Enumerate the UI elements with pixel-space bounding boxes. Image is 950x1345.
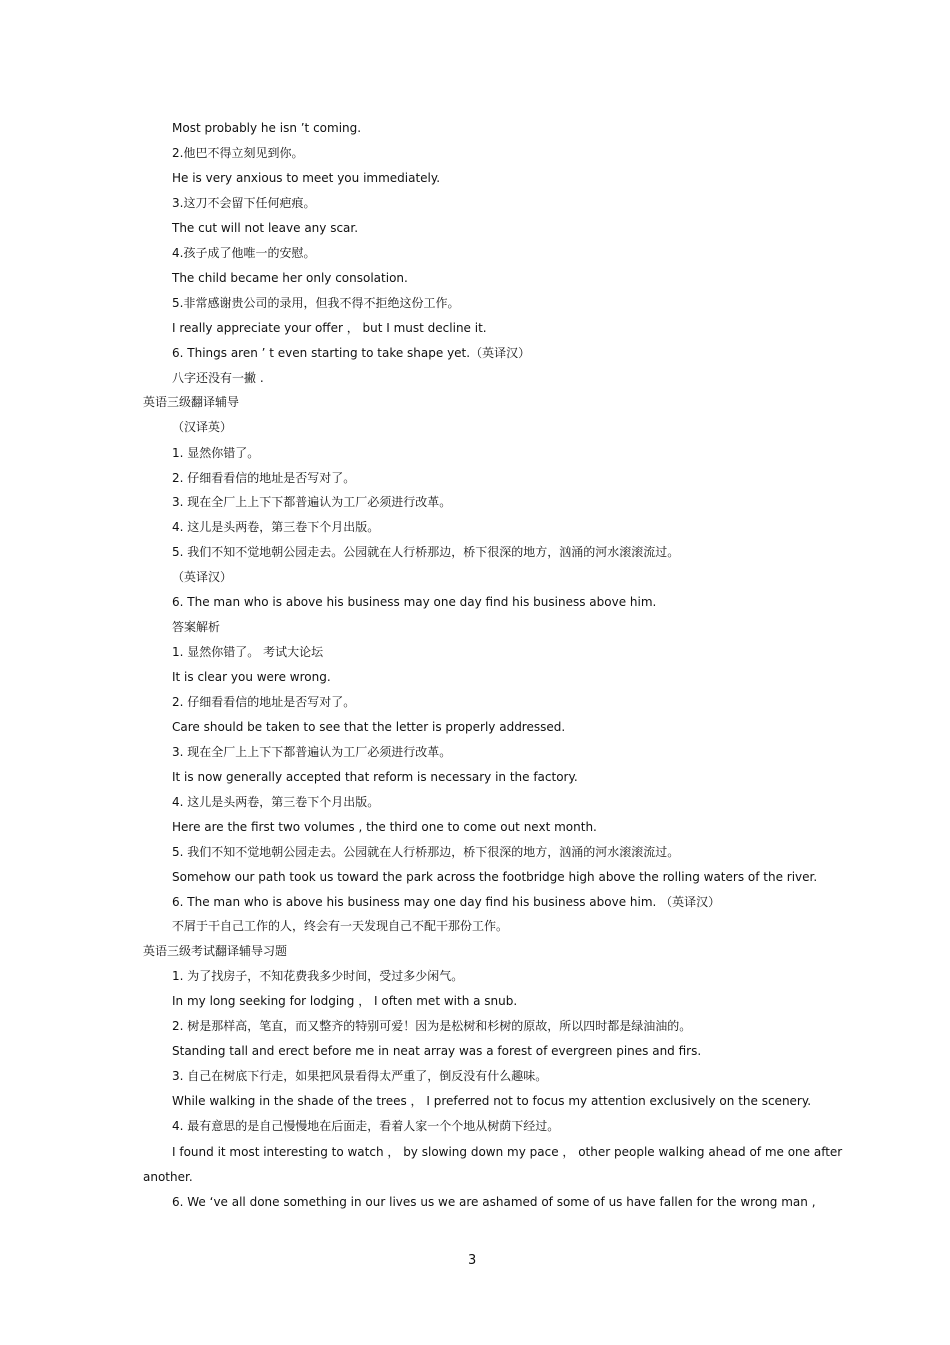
text-line-3: He is very anxious to meet you immediately. [172, 171, 441, 185]
text-line-18: 5. 我们不知不觉地朝公园走去。公园就在人行桥那边，桥下很深的地方，汹涌的河水滚滚流过。 [172, 545, 680, 559]
text-line-24: 2. 仔细看看信的地址是否写对了。 [172, 695, 356, 709]
text-line-27: It is now generally accepted that reform is necessary in the factory. [172, 770, 578, 784]
subheading-zh-en: （汉译英） [172, 420, 233, 434]
text-line-10: 6. Things aren ’ t even starting to take shape yet.（英译汉） [172, 346, 531, 360]
text-line-6: 4.孩子成了他唯一的安慰。 [172, 246, 316, 260]
text-line-15: 2. 仔细看看信的地址是否写对了。 [172, 471, 356, 485]
text-line-41: 4. 最有意思的是自己慢慢地在后面走，看着人家一个个地从树荫下经过。 [172, 1119, 560, 1133]
text-line-40: While walking in the shade of the trees ， I preferred not to focus my attention exclusively on the scenery. [172, 1094, 812, 1108]
page-number: 3 [468, 1253, 477, 1268]
text-line-43: another. [143, 1170, 193, 1184]
text-line-14: 1. 显然你错了。 [172, 446, 260, 460]
text-line-44: 6. We ‘ve all done something in our lives us we are ashamed of some of us have fallen for the wrong man , [172, 1195, 816, 1209]
text-line-11: 八字还没有一撇 . [172, 371, 264, 385]
text-line-23: It is clear you were wrong. [172, 670, 331, 684]
text-line-36: In my long seeking for lodging ， I often met with a snub. [172, 994, 518, 1008]
text-line-32: 6. The man who is above his business may one day find his business above him. （英译汉） [172, 895, 721, 909]
text-line-28: 4. 这儿是头两卷，第三卷下个月出版。 [172, 795, 380, 809]
subheading-en-zh: （英译汉） [172, 570, 233, 584]
text-line-42: I found it most interesting to watch ， by slowing down my pace ， other people walking ahead of me one after [172, 1145, 843, 1159]
subheading-answers: 答案解析 [172, 620, 221, 634]
text-line-30: 5. 我们不知不觉地朝公园走去。公园就在人行桥那边，桥下很深的地方，汹涌的河水滚滚流过。 [172, 845, 680, 859]
text-line-4: 3.这刀不会留下任何疤痕。 [172, 196, 316, 210]
text-line-1: Most probably he isn ’t coming. [172, 121, 362, 135]
text-line-31: Somehow our path took us toward the park across the footbridge high above the rolling waters of the river. [172, 870, 818, 884]
text-line-26: 3. 现在全厂上上下下都普遍认为工厂必须进行改革。 [172, 745, 452, 759]
text-line-35: 1. 为了找房子，不知花费我多少时间，受过多少闲气。 [172, 969, 464, 983]
text-line-7: The child became her only consolation. [172, 271, 408, 285]
text-line-17: 4. 这儿是头两卷，第三卷下个月出版。 [172, 520, 380, 534]
text-line-20: 6. The man who is above his business may one day find his business above him. [172, 595, 657, 609]
text-line-39: 3. 自己在树底下行走，如果把风景看得太严重了，倒反没有什么趣味。 [172, 1069, 548, 1083]
text-line-33: 不屑于干自己工作的人，终会有一天发现自己不配干那份工作。 [172, 919, 509, 933]
text-line-37: 2. 树是那样高，笔直，而又整齐的特别可爱！因为是松树和杉树的原故，所以四时都是绿油油的。 [172, 1019, 692, 1033]
text-line-8: 5.非常感谢贵公司的录用，但我不得不拒绝这份工作。 [172, 296, 460, 310]
text-line-2: 2.他巴不得立刻见到你。 [172, 146, 304, 160]
text-line-5: The cut will not leave any scar. [172, 221, 359, 235]
section-heading-2: 英语三级考试翻译辅导习题 [143, 944, 288, 958]
section-heading-1: 英语三级翻译辅导 [143, 395, 240, 409]
text-line-16: 3. 现在全厂上上下下都普遍认为工厂必须进行改革。 [172, 495, 452, 509]
text-line-9: I really appreciate your offer ， but I must decline it. [172, 321, 487, 335]
text-line-29: Here are the first two volumes , the third one to come out next month. [172, 820, 597, 834]
text-line-25: Care should be taken to see that the letter is properly addressed. [172, 720, 566, 734]
text-line-38: Standing tall and erect before me in neat array was a forest of evergreen pines and firs. [172, 1044, 702, 1058]
text-line-22: 1. 显然你错了。 考试大论坛 [172, 645, 324, 659]
